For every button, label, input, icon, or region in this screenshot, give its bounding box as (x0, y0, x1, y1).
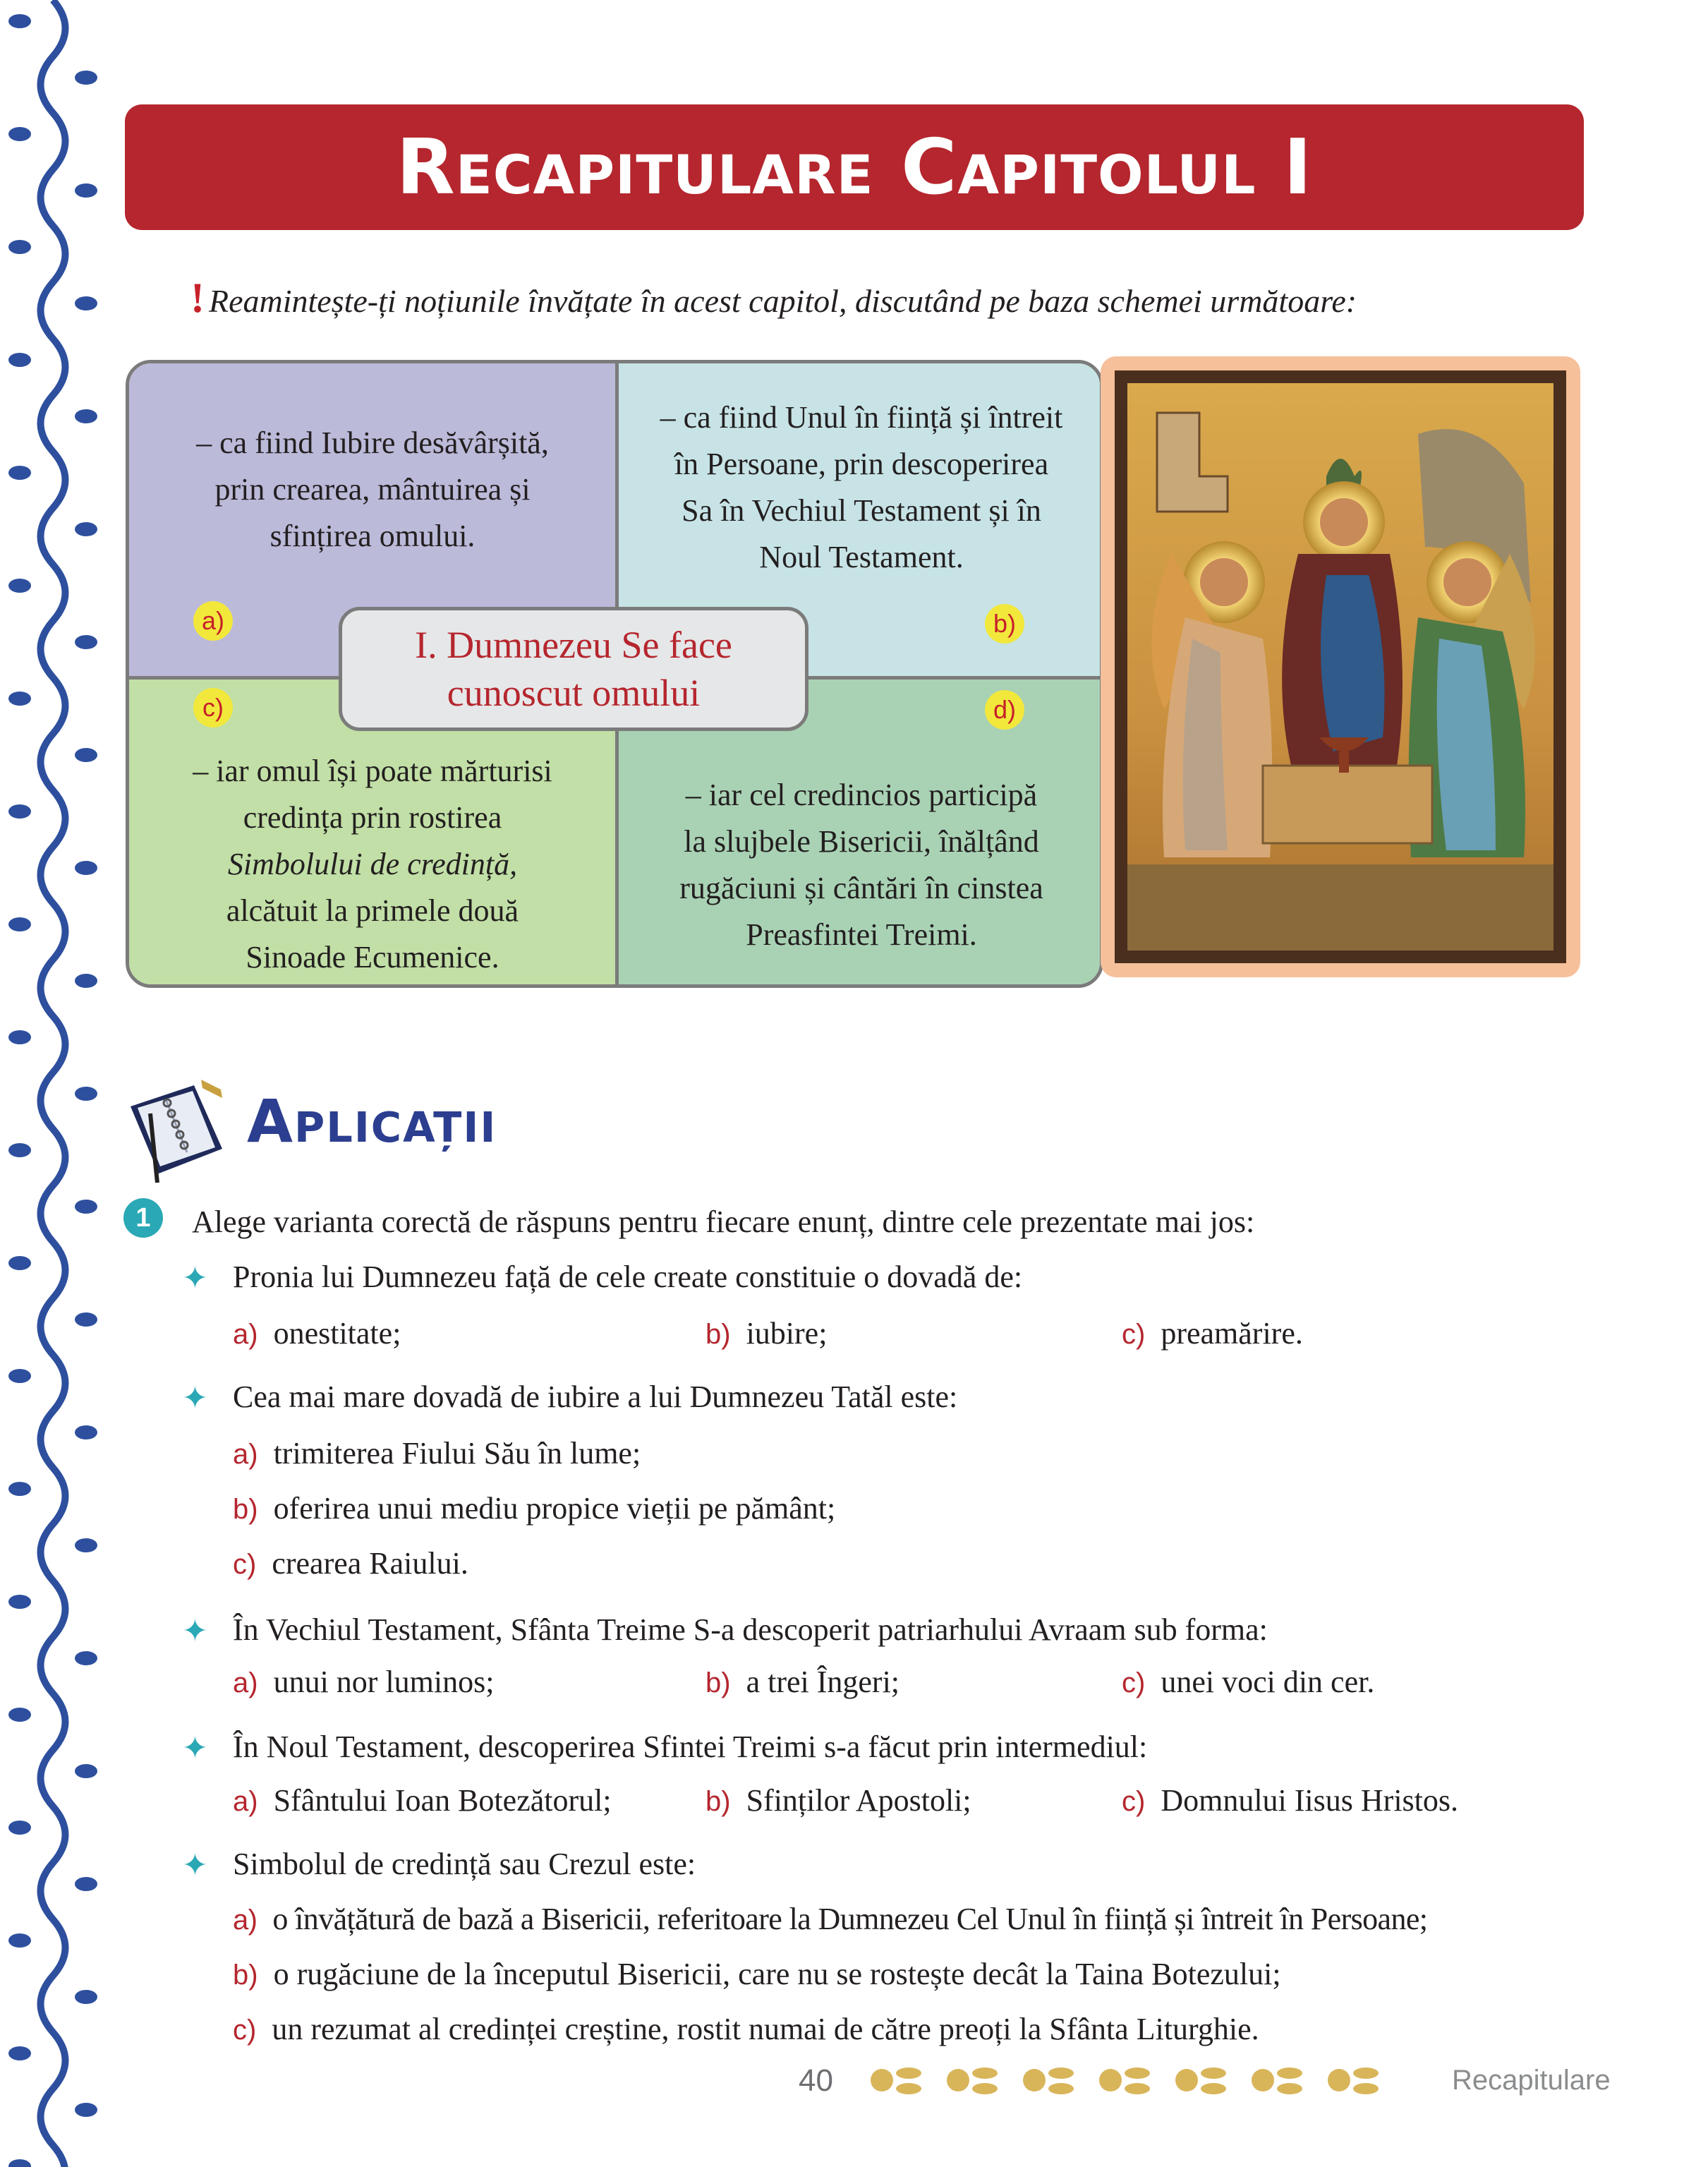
label-c: c) (193, 688, 233, 728)
exercise-instruction: Alege varianta corectă de răspuns pentru fiecare enunț, dintre cele prezentate mai jos: (192, 1205, 1255, 1239)
decorative-vine-border (0, 0, 106, 2167)
option-3b: b) a trei Îngeri; (705, 1665, 900, 1699)
holy-trinity-icon-image (1115, 370, 1566, 963)
page-number: 40 (799, 2063, 833, 2098)
quadrant-d-text: – iar cel credincios participă la slujbele Bisericii, înălțând rugăciuni și cântări în cinstea Preasfintei Treimi. (679, 778, 1043, 952)
option-3a: a) unui nor luminos; (233, 1665, 495, 1699)
option-4a: a) Sfântului Ioan Botezătorul; (233, 1783, 612, 1818)
question-1: Pronia lui Dumnezeu față de cele create constituie o dovadă de: (233, 1260, 1023, 1294)
option-4c: c) Domnului Iisus Hristos. (1122, 1783, 1459, 1818)
option-1b: b) iubire; (705, 1316, 828, 1351)
question-4: În Noul Testament, descoperirea Sfintei Treimi s-a făcut prin intermediul: (233, 1730, 1148, 1764)
intro-text: Reamintește-ți noțiunile învățate în acest capitol, discutând pe baza schemei următoare: (208, 283, 1357, 319)
option-2a: a) trimiterea Fiului Său în lume; (233, 1436, 641, 1471)
label-a: a) (193, 601, 233, 641)
label-b: b) (985, 604, 1024, 644)
scheme-center-title: I. Dumnezeu Se face cunoscut omului (339, 607, 808, 731)
label-d: d) (985, 690, 1024, 730)
sparkle-bullet-icon: ✦ (182, 1613, 208, 1649)
quadrant-b-text: – ca fiind Unul în ființă și întreit în Persoane, prin descoperirea Sa în Vechiul Testament și în Noul Testament. (660, 400, 1063, 574)
option-1c: c) preamărire. (1122, 1316, 1303, 1351)
option-2c: c) crearea Raiului. (233, 1546, 468, 1581)
exercise-number-badge: 1 (123, 1198, 163, 1238)
quadrant-c-text: – iar omul își poate mărturisi credința prin rostirea Simbolului de credință, alcătuit la primele două Sinoade Ecumenice. (193, 754, 552, 974)
option-4b: b) Sfinților Apostoli; (705, 1783, 971, 1818)
option-3c: c) unei voci din cer. (1122, 1665, 1375, 1699)
intro-instruction (190, 274, 1357, 322)
sparkle-bullet-icon: ✦ (182, 1730, 208, 1766)
question-5: Simbolul de credință sau Crezul este: (233, 1847, 696, 1881)
option-1a: a) onestitate; (233, 1316, 401, 1351)
floral-ornament-icon (847, 2052, 1383, 2108)
quadrant-a-text: – ca fiind Iubire desăvârșită, prin crearea, mântuirea și sfințirea omului. (196, 425, 549, 553)
notebook-pen-icon (116, 1064, 229, 1184)
section-title: Aplicații (247, 1087, 497, 1156)
sparkle-bullet-icon: ✦ (182, 1260, 208, 1296)
option-5c: c) un rezumat al credinței creștine, rostit numai de către preoți la Sfânta Liturghie. (233, 2012, 1259, 2046)
exclamation-mark: ! (190, 274, 205, 321)
option-5a: a) o învățătură de bază a Bisericii, referitoare la Dumnezeu Cel Unul în ființă și întreit în Persoane; (233, 1902, 1428, 1936)
option-5b: b) o rugăciune de la începutul Bisericii, care nu se rostește decât la Taina Botezului; (233, 1957, 1281, 1991)
sparkle-bullet-icon: ✦ (182, 1380, 208, 1416)
title-banner (125, 104, 1584, 230)
option-2b: b) oferirea unui mediu propice vieții pe pământ; (233, 1491, 836, 1526)
trinity-icon-frame (1101, 356, 1580, 977)
question-2: Cea mai mare dovadă de iubire a lui Dumnezeu Tatăl este: (233, 1380, 958, 1414)
page-title: Recapitulare Capitolul I (396, 123, 1313, 212)
sparkle-bullet-icon: ✦ (182, 1847, 208, 1883)
footer-section-label: Recapitulare (1452, 2065, 1611, 2096)
question-3: În Vechiul Testament, Sfânta Treime S-a descoperit patriarhului Avraam sub forma: (233, 1612, 1268, 1647)
